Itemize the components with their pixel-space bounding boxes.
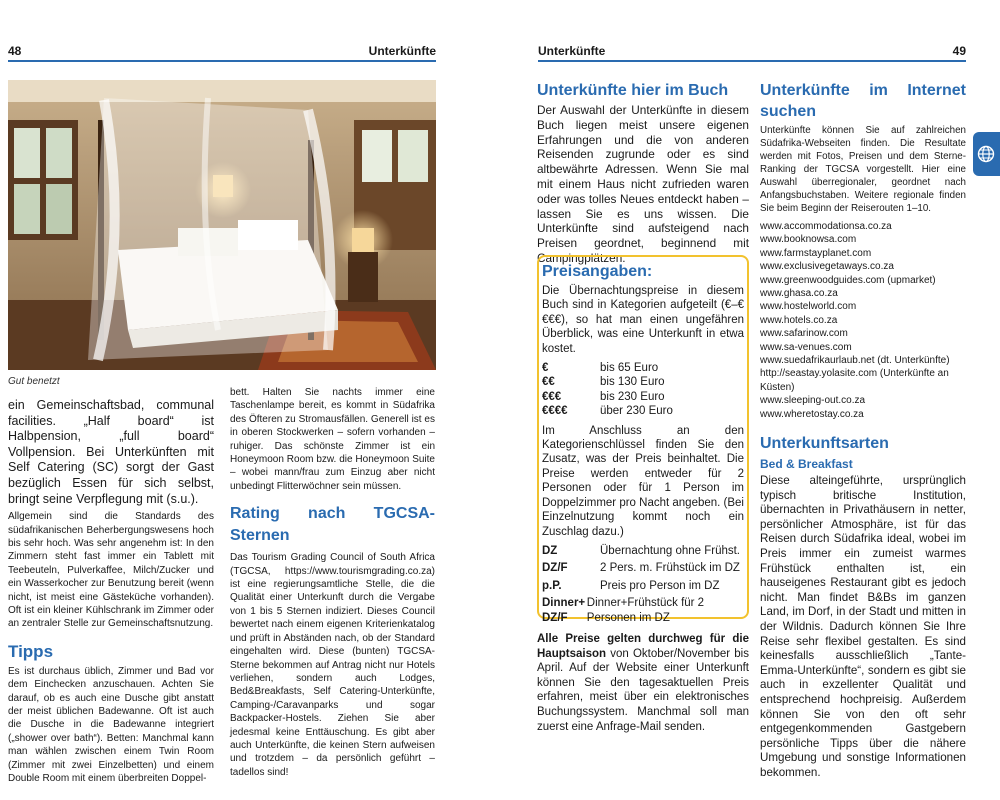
price-code-list xyxy=(542,544,744,625)
preisangaben-intro: Die Übernachtungspreise in diesem Buch sind in Kategorien aufgeteilt (€–€€€€), so hat man einen ungefähren Überblick, was eine Unterkunft in etwa kostet. xyxy=(542,285,744,355)
side-tab xyxy=(973,132,1000,176)
price-symbol: €€€ xyxy=(542,390,562,403)
price-range: über 230 Euro xyxy=(600,405,673,418)
url-link[interactable]: www.hotels.co.za xyxy=(760,314,838,326)
bb-subheading: Bed & Breakfast xyxy=(760,457,853,472)
preisangaben-box xyxy=(537,255,749,624)
bedroom-photo xyxy=(8,80,436,370)
left-page-header xyxy=(8,42,436,62)
code-meaning: Übernachtung ohne Frühst. xyxy=(600,544,741,557)
code-meaning: Preis pro Person im DZ xyxy=(600,579,720,592)
url-link[interactable]: www.sa-venues.com xyxy=(760,341,852,353)
code-meaning: Dinner+Frühstück für 2 Personen im DZ xyxy=(586,597,705,624)
code-label: DZ xyxy=(542,544,558,557)
taschenlampe-paragraph: bett. Halten Sie nachts immer eine Taschenlampe bereit, es kommt in Südafrika des Öfteren zu Stromausfällen. Generell ist es in oberen Stockwerken – sofern vorhanden – ruhiger. Das schönste Zimmer ist ein Honeymoon Room bzw. die Honeymoon Suite – wobei mann/frau zum Einzug aber nicht unbedingt Flitterwöchner sein müssen. xyxy=(230,387,435,492)
code-label: p.P. xyxy=(542,579,562,592)
code-meaning: 2 Pers. m. Frühstück im DZ xyxy=(600,562,740,575)
price-row xyxy=(542,404,744,418)
price-row xyxy=(542,390,744,404)
price-row xyxy=(542,361,744,375)
tipps-paragraph: Es ist durchaus üblich, Zimmer und Bad vor dem Einchecken anzuschauen. Achten Sie darauf, ob es auch eine Dusche gibt anstatt der meist üblichen Badewanne. Oft ist auch die Dusche in die Badewanne integriert („shower over bath“). Betten: Manchmal kann man wählen zwischen einem Twin Room (Zimmer mit zwei Einzelbetten) und einem Double Room mit einem überbreiten Doppel- xyxy=(8,665,214,785)
price-range: bis 130 Euro xyxy=(600,376,665,389)
buch-paragraph: Der Auswahl der Unterkünfte in diesem Buch liegen meist unsere eigenen Erfahrungen und die von anderen Reisenden zugrunde oder es sind altbewährte Adressen. Wenn Sie mal mit einem Haus nicht zufrieden waren oder was tolles Neues entdeckt haben – lassen Sie es uns wissen. Die Unterkünfte sind aufsteigend nach Preisen geordnet, beginnend mit Campingplätzen. xyxy=(537,103,749,265)
standards-paragraph: Allgemein sind die Standards des südafrikanischen Beherbergungswesens hoch bis sehr hoch. Was sehr angenehm ist: In den Zimmern steht fast immer ein Tablett mit Teebeuteln, Pulverkaffee, Milch/Zucker und ein Wasserkocher zur Benutzung bereit (wenn nicht, ist meist eine Gästeküche vorhanden). Oft ist ein kleiner Kühlschrank im Zimmer oder an zentraler Stelle zur Gemeinschaftsnutzung. xyxy=(8,511,214,630)
hauptsaison-bold: Alle Preise gelten durchweg für die Hauptsaison xyxy=(537,633,749,660)
price-symbol: € xyxy=(542,362,549,375)
url-link[interactable]: www.accommodationsa.co.za xyxy=(760,221,892,232)
code-row xyxy=(542,596,744,625)
intro-paragraph: ein Gemeinschaftsbad, communal facilities. „Half board“ ist Halbpension, „full board“ Vollpension. Bei Unterkünften mit Self Catering (SC) sorgt der Gast bezüglich Essen für sich selbst, bringt seine Verpflegung mit (s.u.). xyxy=(8,398,214,506)
right-page-header xyxy=(538,42,966,62)
globe-icon xyxy=(977,145,995,163)
internet-paragraph: Unterkünfte können Sie auf zahlreichen Südafrika-Webseiten finden. Die Resultate werden mit Fotos, Preisen und dem Sterne-Ranking der TGCSA vorgestellt. Hier eine Auswahl überregionaler, geordnet nach Anfangsbuchstaben. Weitere regionale finden Sie beim Beginn der Reiserouten 1–10. xyxy=(760,125,966,214)
url-link[interactable]: www.hostelworld.com xyxy=(760,301,857,313)
url-link[interactable]: www.sleeping-out.co.za xyxy=(760,395,866,407)
photo-caption: Gut benetzt xyxy=(8,376,60,387)
left-column-2 xyxy=(230,386,435,779)
hauptsaison-text: von Oktober/November bis April. Auf der Website einer Unterkunft können Sie den tagesaktuellen Preis erfahren, meist über ein elektronisches Buchungssystem. Manchmal soll man zuerst eine Anfrage-Mail senden. xyxy=(537,647,749,733)
preisangaben-middle: Im Anschluss an den Kategorienschlüssel finden Sie den Zusatz, was der Preis beinhaltet. Die Preise werden entweder für 2 Personen oder für 1 Person im Doppelzimmer pro Nacht angeben. (Bei Einzelnutzung kommt noch ein Zuschlag dazu.) xyxy=(542,424,744,538)
right-header-title: Unterkünfte xyxy=(538,44,606,58)
price-row xyxy=(542,375,744,389)
url-link[interactable]: www.greenwoodguides.com (upmarket) xyxy=(760,274,936,286)
internet-heading: Unterkünfte im Internet suchen xyxy=(760,82,966,120)
rating-heading: Rating nach TGCSA-Sternen xyxy=(230,505,435,545)
bb-paragraph: Diese alteingeführte, ursprünglich typisch britische Institution, übernachten in Privathäusern in netter, persönlicher Atmosphäre, ist für das Reisen durch Südafrika ideal, wobei im Preis immer ein zumeist warmes Frühstück enthalten ist, ein hauseigenes Restaurant gibt es jedoch nicht. Man findet B&Bs im ganzen Land, im Dorf, in der Stadt und mitten in der Wildnis. Dadurch können Sie Ihre Reise sehr flexibel gestalten. Es sind keinesfalls ausschließlich „Tante-Emma-Unterkünfte“, sondern es gibt sie auch in exzellenter Qualität und entsprechend hochpreisig. Außerdem können Sie von den oft sehr entgegenkommenden Gastgebern persönliche Tipps über die nähere Umgebung und sonstige Informationen bekommen. xyxy=(760,474,966,779)
tipps-heading: Tipps xyxy=(8,641,54,661)
preisangaben-title: Preisangaben: xyxy=(542,263,653,280)
url-link[interactable]: www.safarinow.com xyxy=(760,328,848,340)
url-link[interactable]: http://seastay.yolasite.com (Unterkünfte an Küsten) xyxy=(760,368,949,393)
arten-heading: Unterkunftsarten xyxy=(760,435,889,453)
buch-heading: Unterkünfte hier im Buch xyxy=(537,82,729,99)
url-link[interactable]: www.exclusivegetaways.co.za xyxy=(760,261,894,273)
left-header-title: Unterkünfte xyxy=(368,44,436,58)
code-label: DZ/F xyxy=(542,562,568,575)
code-row xyxy=(542,544,744,558)
page-number-left: 48 xyxy=(8,44,22,58)
code-row xyxy=(542,579,744,593)
left-column-1 xyxy=(8,398,214,785)
after-box-paragraph xyxy=(537,632,749,734)
url-link[interactable]: www.ghasa.co.za xyxy=(760,288,838,300)
url-link[interactable]: www.suedafrikaurlaub.net (dt. Unterkünfte) xyxy=(760,355,950,367)
price-symbol: €€ xyxy=(542,376,555,389)
right-column-2 xyxy=(760,80,966,781)
url-link[interactable]: www.booknowsa.com xyxy=(760,234,857,246)
price-range: bis 230 Euro xyxy=(600,390,665,403)
code-label: Dinner+ DZ/F xyxy=(542,597,586,624)
url-link[interactable]: www.farmstayplanet.com xyxy=(760,247,872,259)
page-number-right: 49 xyxy=(952,44,966,58)
price-symbol: €€€€ xyxy=(542,405,568,418)
url-link[interactable]: www.wheretostay.co.za xyxy=(760,408,864,420)
right-column-1 xyxy=(537,80,749,266)
rating-paragraph: Das Tourism Grading Council of South Africa (TGCSA, https://www.tourismgrading.co.za) ist eine regierungsamtliche Stelle, die die Qualität einer Unterkunft durch die Vergabe von 1 bis 5 Sternen indiziert. Dieses Council bewertet nach einem eigenen Kriterienkatalog und prüft in Abständen nach, ob der Standard eingehalten wird. Diese (bunten) TGCSA-Sterne bekommen auf Antrag nicht nur Hotels verliehen, sondern auch Lodges, Bed&Breakfasts, Self Catering-Unterkünfte, Camping-/Caravanparks und sogar Backpacker-Hostels. Ziehen Sie aber jedesmal keine Enttäuschung. Es gibt aber auch Unterkünfte, die keinen Stern aufweisen und trotzdem – da persönlich geführt – tadellos sind! xyxy=(230,552,435,778)
price-category-list xyxy=(542,361,744,419)
price-range: bis 65 Euro xyxy=(600,362,659,375)
code-row xyxy=(542,561,744,575)
url-list xyxy=(760,220,966,421)
